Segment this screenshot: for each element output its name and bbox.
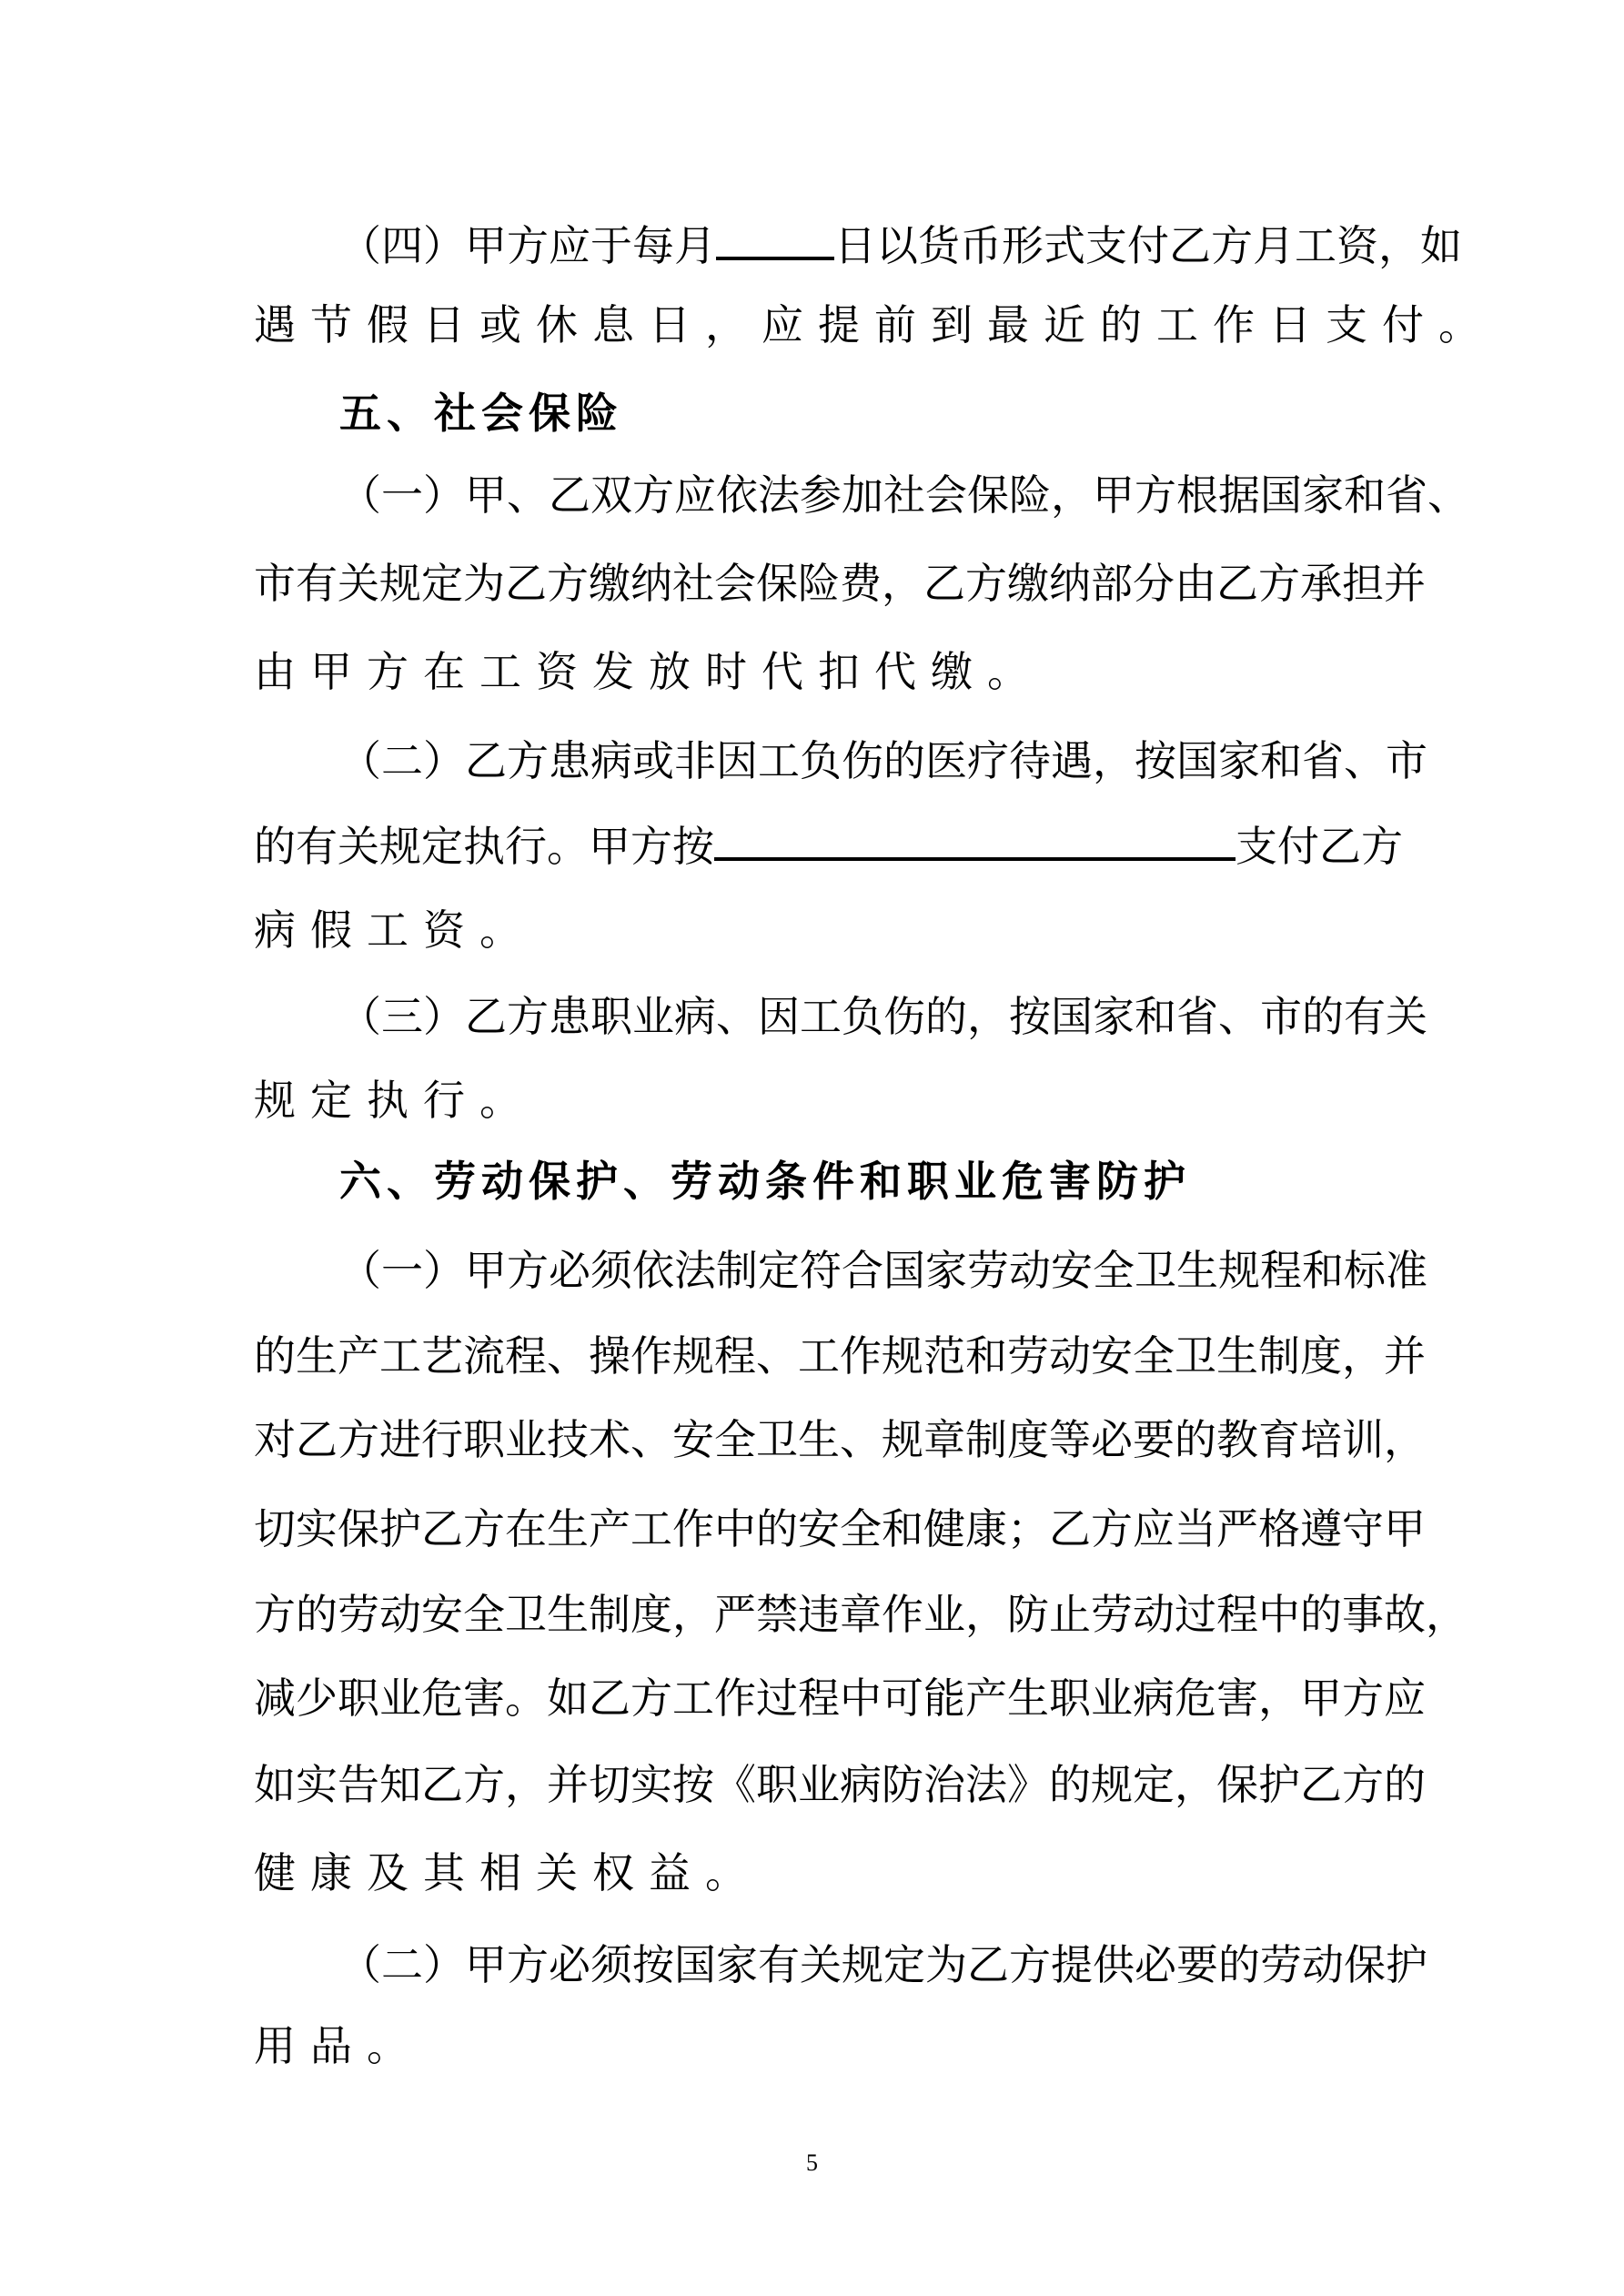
text-segment: （一）甲、乙双方应依法参加社会保险，甲方根据国家和省、 [339, 470, 1469, 520]
text-segment: （四）甲方应于每月 [339, 221, 716, 270]
text-segment: 市有关规定为乙方缴纳社会保险费，乙方缴纳部分由乙方承担并 [254, 559, 1426, 608]
text-line [254, 1329, 1426, 1383]
text-segment: 切实保护乙方在生产工作中的安全和健康；乙方应当严格遵守甲 [254, 1504, 1426, 1553]
text-line [254, 644, 1387, 699]
text-segment: 的有关规定执行。甲方按 [254, 822, 714, 871]
text-segment: （一）甲方必须依法制定符合国家劳动安全卫生规程和标准 [339, 1246, 1427, 1295]
text-segment: 五、社会保险 [339, 389, 623, 438]
text-line [254, 903, 1387, 957]
page-number: 5 [806, 2149, 818, 2176]
text-line [254, 1671, 1426, 1725]
text-segment: 方的劳动安全卫生制度，严禁违章作业，防止劳动过程中的事故， [254, 1590, 1468, 1639]
fill-in-blank [716, 217, 834, 260]
text-line [254, 1502, 1426, 1556]
text-segment: 规定执行。 [254, 1076, 536, 1125]
text-line [339, 733, 1427, 788]
text-segment: 六、劳动保护、劳动条件和职业危害防护 [339, 1157, 1191, 1206]
text-line [254, 2018, 1387, 2073]
text-segment: 日以货币形式支付乙方月工资，如 [834, 221, 1462, 270]
text-segment: 病假工资。 [254, 905, 536, 955]
text-line [254, 1073, 1387, 1128]
text-segment: 如实告知乙方，并切实按《职业病防治法》的规定，保护乙方的 [254, 1760, 1426, 1809]
text-segment: 的生产工艺流程、操作规程、工作规范和劳动安全卫生制度，并 [254, 1331, 1426, 1381]
text-segment: （二）乙方患病或非因工负伤的医疗待遇，按国家和省、市 [339, 736, 1427, 785]
fill-in-blank [714, 817, 1236, 861]
text-line [254, 1412, 1426, 1467]
text-line [339, 468, 1469, 522]
text-line [254, 817, 1403, 872]
text-segment: （二）甲方必须按国家有关规定为乙方提供必要的劳动保护 [339, 1940, 1427, 1989]
text-segment: 由甲方在工资发放时代扣代缴。 [254, 647, 1044, 696]
text-line [254, 298, 1495, 352]
text-segment: （三）乙方患职业病、因工负伤的，按国家和省、市的有关 [339, 992, 1427, 1041]
section-heading [339, 386, 1387, 440]
text-segment: 减少职业危害。如乙方工作过程中可能产生职业病危害，甲方应 [254, 1674, 1426, 1723]
text-line [339, 1243, 1427, 1298]
text-line [254, 1757, 1426, 1812]
text-segment: 健康及其相关权益。 [254, 1848, 762, 1897]
text-line [339, 1937, 1427, 1992]
text-segment: 支付乙方 [1236, 822, 1403, 871]
text-line [339, 217, 1462, 271]
text-line [254, 1846, 1387, 1900]
text-segment: 对乙方进行职业技术、安全卫生、规章制度等必要的教育培训， [254, 1415, 1426, 1464]
text-segment: 遇节假日或休息日，应提前到最近的工作日支付。 [254, 300, 1495, 349]
text-line [254, 556, 1426, 611]
text-segment: 用品。 [254, 2021, 423, 2070]
text-line [254, 1587, 1468, 1642]
section-heading [339, 1154, 1387, 1209]
text-line [339, 989, 1427, 1044]
